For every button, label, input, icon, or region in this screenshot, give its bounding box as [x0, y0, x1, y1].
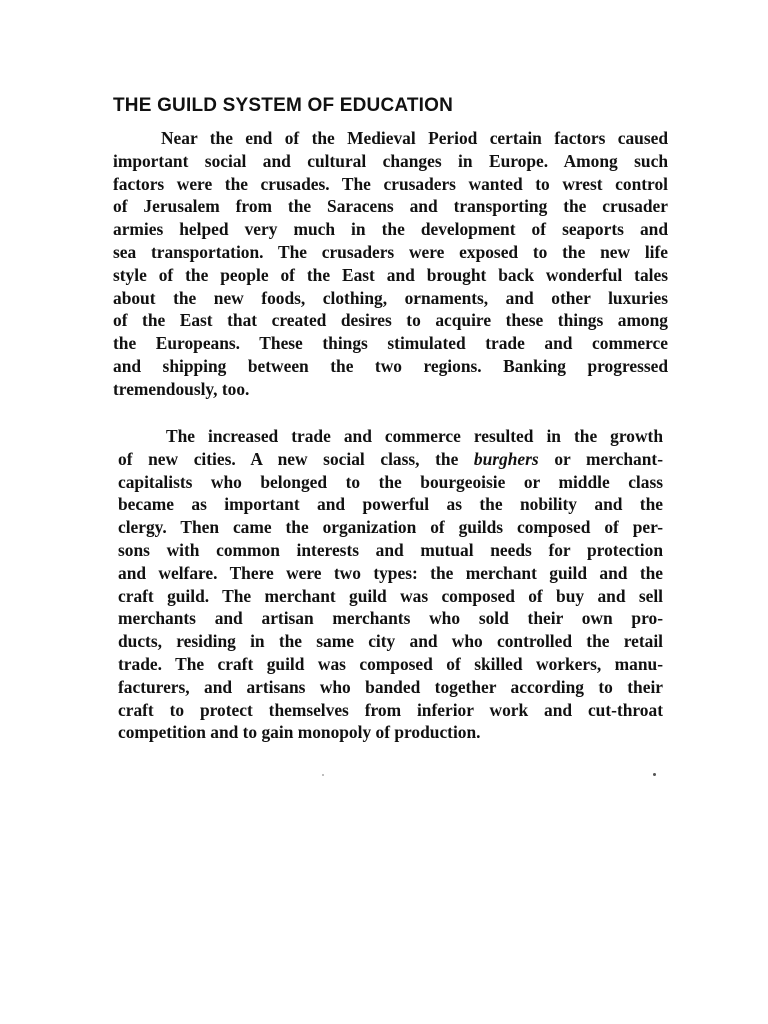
text-segment: of new cities. A new social class, the	[118, 448, 474, 469]
text-line: and shipping between the two regions. Banking progressed	[113, 355, 668, 376]
text-line: merchants and artisan merchants who sold their own pro-	[118, 608, 663, 629]
text-line: sea transportation. The crusaders were exposed to the new life	[113, 241, 668, 262]
text-line: and welfare. There were two types: the merchant guild and the	[118, 562, 663, 583]
text-line: trade. The craft guild was composed of skilled workers, manu-	[118, 653, 663, 674]
text-segment: or merchant-	[538, 448, 663, 469]
text-line: style of the people of the East and brought back wonderful tales	[113, 264, 668, 285]
text-line: The increased trade and commerce resulted in the growth	[166, 426, 663, 446]
text-line: Near the end of the Medieval Period certain factors caused	[161, 128, 668, 148]
text-line	[118, 448, 663, 471]
text-line: about the new foods, clothing, ornaments, and other luxuries	[113, 287, 668, 308]
scan-speck	[322, 774, 324, 776]
text-line: sons with common interests and mutual needs for protection	[118, 539, 663, 560]
text-line: competition and to gain monopoly of production.	[118, 722, 481, 743]
text-line: capitalists who belonged to the bourgeoisie or middle class	[118, 471, 663, 492]
text-line: of Jerusalem from the Saracens and transporting the crusader	[113, 196, 668, 217]
paragraph-2	[118, 425, 663, 744]
paragraph-1	[113, 127, 668, 401]
text-line: ducts, residing in the same city and who controlled the retail	[118, 631, 663, 652]
text-line: of the East that created desires to acquire these things among	[113, 310, 668, 331]
text-line: became as important and powerful as the nobility and the	[118, 494, 663, 515]
text-line: armies helped very much in the development of seaports and	[113, 219, 668, 240]
italic-term: burghers	[473, 448, 539, 469]
text-line: tremendously, too.	[113, 378, 250, 399]
section-heading: THE GUILD SYSTEM OF EDUCATION	[113, 95, 454, 116]
text-line: the Europeans. These things stimulated trade and commerce	[113, 333, 668, 354]
text-line: clergy. Then came the organization of guilds composed of per-	[118, 517, 663, 538]
text-line: craft guild. The merchant guild was composed of buy and sell	[118, 585, 663, 606]
scan-speck	[653, 773, 656, 776]
text-line: factors were the crusades. The crusaders wanted to wrest control	[113, 173, 668, 194]
text-line: craft to protect themselves from inferior work and cut-throat	[118, 699, 663, 720]
text-line: important social and cultural changes in Europe. Among such	[113, 150, 668, 171]
text-line: facturers, and artisans who banded together according to their	[118, 676, 663, 697]
